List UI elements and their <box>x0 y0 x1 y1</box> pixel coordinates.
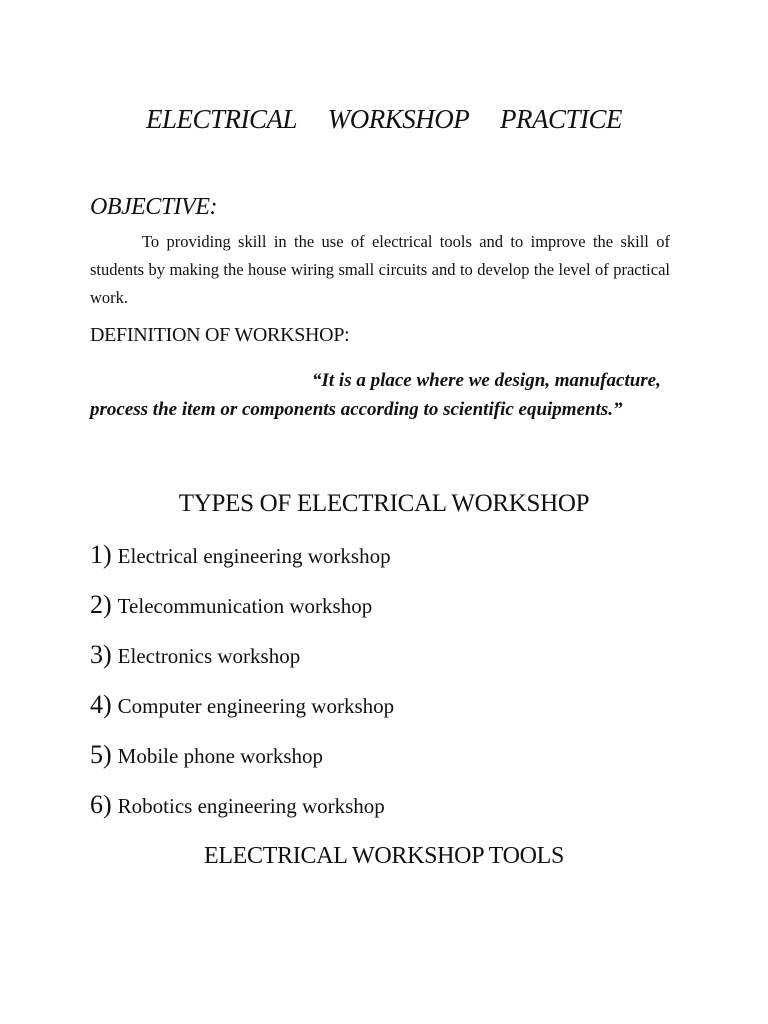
list-item-text: Telecommunication workshop <box>117 594 373 618</box>
definition-heading: DEFINITION OF WORKSHOP: <box>90 324 350 346</box>
list-item-number: 6) <box>90 790 112 819</box>
types-list <box>90 540 394 840</box>
document-title: ELECTRICAL WORKSHOP PRACTICE <box>145 104 623 134</box>
list-item-text: Electrical engineering workshop <box>117 544 391 568</box>
objective-paragraph: To providing skill in the use of electrical tools and to improve the skill of students by making the house wiring small circuits and to develop the level of practical work. <box>90 232 670 307</box>
definition-quote: “It is a place where we design, manufacture, process the item or components according to scientific equipments.” <box>90 370 661 420</box>
list-item-number: 3) <box>90 640 112 669</box>
objective-heading: OBJECTIVE: <box>90 194 217 220</box>
tools-heading: ELECTRICAL WORKSHOP TOOLS <box>203 843 565 869</box>
list-item-number: 4) <box>90 690 112 719</box>
list-item-number: 2) <box>90 590 112 619</box>
list-item-text: Mobile phone workshop <box>117 744 323 768</box>
list-item-text: Computer engineering workshop <box>117 694 395 718</box>
types-list-item <box>90 590 394 640</box>
types-list-item <box>90 690 394 740</box>
types-list-item <box>90 790 394 840</box>
list-item-number: 5) <box>90 740 112 769</box>
list-item-text: Robotics engineering workshop <box>117 794 385 818</box>
types-list-item <box>90 540 394 590</box>
types-list-item <box>90 640 394 690</box>
list-item-text: Electronics workshop <box>117 644 301 668</box>
list-item-number: 1) <box>90 540 112 569</box>
types-list-item <box>90 740 394 790</box>
types-heading: TYPES OF ELECTRICAL WORKSHOP <box>178 490 590 517</box>
